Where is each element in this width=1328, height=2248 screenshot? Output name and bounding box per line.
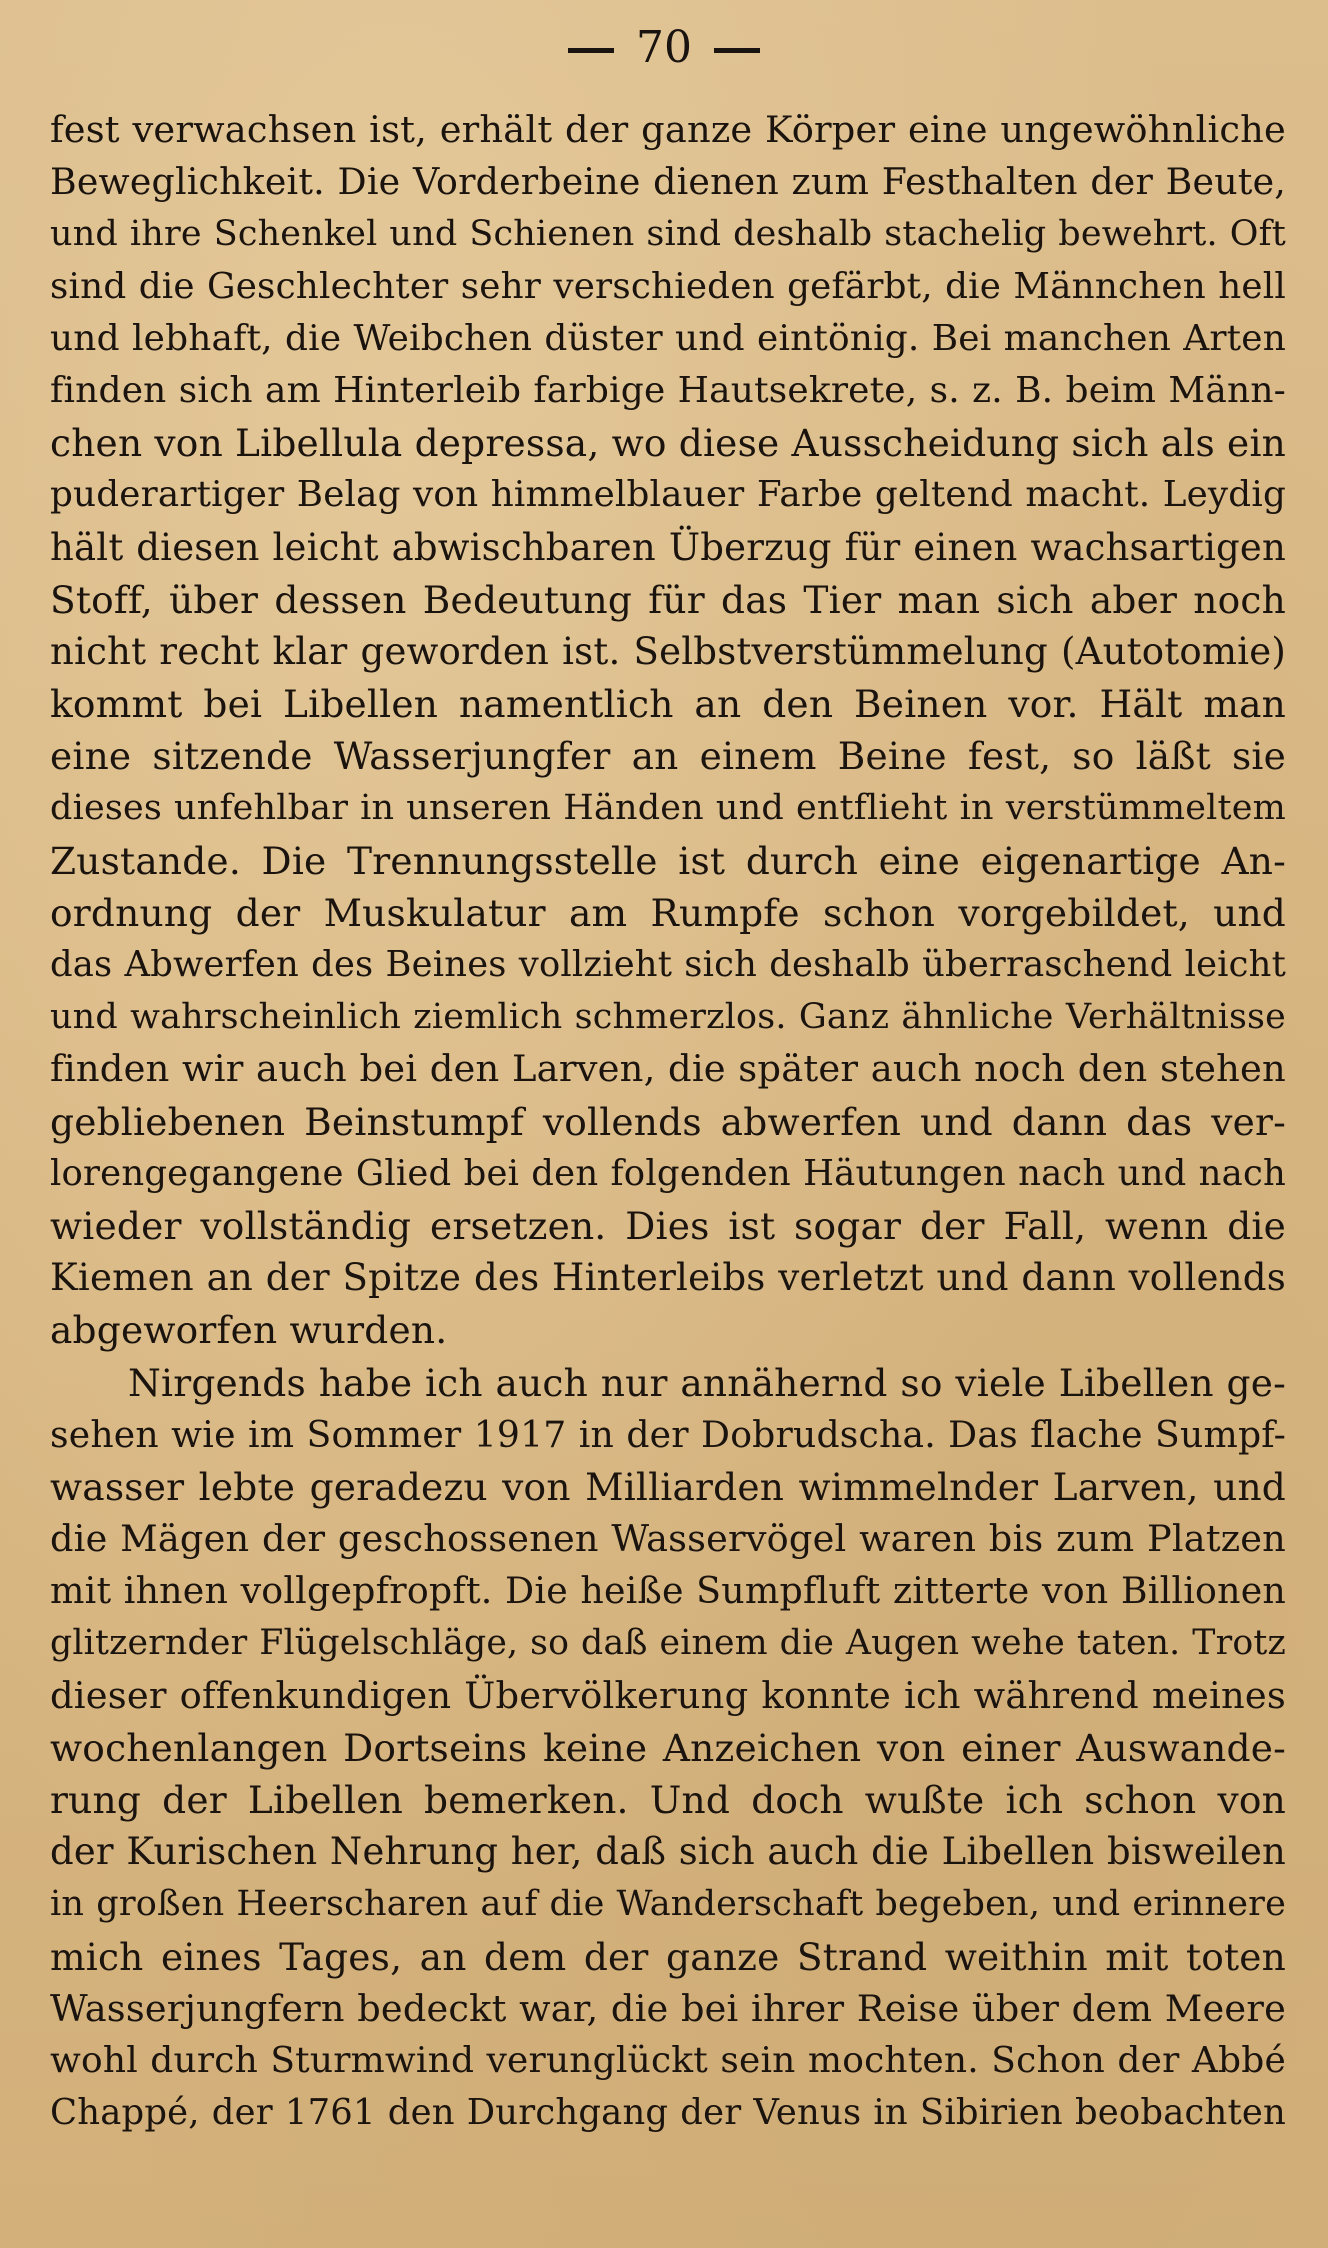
text-line: lorengegangene Glied bei den folgenden Häutungen nach und nach: [50, 1152, 1286, 1194]
text-line: Beweglichkeit. Die Vorderbeine dienen zum Festhalten der Beute,: [50, 160, 1286, 204]
text-line: rung der Libellen bemerken. Und doch wußte ich schon von: [50, 1778, 1286, 1822]
text-line: der Kurischen Nehrung her, daß sich auch die Libellen bisweilen: [50, 1830, 1286, 1874]
page-header: [0, 18, 1328, 78]
text-line: nicht recht klar geworden ist. Selbstverstümmelung (Autotomie): [50, 629, 1286, 673]
text-line: Stoff, über dessen Bedeutung für das Tier man sich aber noch: [50, 577, 1286, 622]
text-line: finden sich am Hinterleib farbige Hautsekrete, s. z. B. beim Männ-: [50, 369, 1286, 411]
text-line: und wahrscheinlich ziemlich schmerzlos. Ganz ähnliche Verhältnisse: [50, 997, 1286, 1038]
text-line: gebliebenen Beinstumpf vollends abwerfen und dann das ver-: [50, 1099, 1286, 1144]
text-line: Wasserjungfern bedeckt war, die bei ihrer Reise über dem Meere: [50, 1986, 1286, 2030]
text-line: wasser lebte geradezu von Milliarden wimmelnder Larven, und: [50, 1464, 1286, 1509]
text-line: Chappé, der 1761 den Durchgang der Venus in Sibirien beobachten: [50, 2092, 1286, 2134]
text-line: dieses unfehlbar in unseren Händen und entflieht in verstümmeltem: [50, 788, 1286, 829]
text-line: mit ihnen vollgepfropft. Die heiße Sumpfluft zitterte von Billionen: [50, 1569, 1286, 1613]
text-line: ordnung der Muskulatur am Rumpfe schon vorgebildet, und: [50, 890, 1286, 935]
text-line: sind die Geschlechter sehr verschieden gefärbt, die Männchen hell: [50, 265, 1286, 307]
left-dash: [568, 48, 614, 53]
text-line: und lebhaft, die Weibchen düster und eintönig. Bei manchen Arten: [50, 317, 1286, 359]
text-line: eine sitzende Wasserjungfer an einem Beine fest, so läßt sie: [50, 734, 1286, 779]
right-dash: [714, 48, 760, 53]
text-line: glitzernder Flügelschläge, so daß einem die Augen wehe taten. Trotz: [50, 1623, 1286, 1664]
text-line: das Abwerfen des Beines vollzieht sich deshalb überraschend leicht: [50, 944, 1286, 985]
text-line: wochenlangen Dortseins keine Anzeichen von einer Auswande-: [50, 1725, 1286, 1770]
page-number: 70: [636, 22, 692, 73]
text-line: finden wir auch bei den Larven, die später auch noch den stehen: [50, 1047, 1286, 1091]
text-line: wohl durch Sturmwind verunglückt sein mochten. Schon der Abbé: [50, 2039, 1286, 2081]
text-line: wieder vollständig ersetzen. Dies ist sogar der Fall, wenn die: [50, 1203, 1286, 1248]
text-line: hält diesen leicht abwischbaren Überzug für einen wachsartigen: [50, 525, 1286, 569]
body-text: [50, 104, 1286, 2139]
paragraph-end-line: abgeworfen wurden.: [50, 1308, 448, 1353]
text-line: Zustande. Die Trennungsstelle ist durch eine eigenartige An-: [50, 838, 1286, 883]
text-line: die Mägen der geschossenen Wasservögel waren bis zum Platzen: [50, 1517, 1286, 1561]
text-line: mich eines Tages, an dem der ganze Strand weithin mit toten: [50, 1934, 1286, 1979]
text-line: sehen wie im Sommer 1917 in der Dobrudscha. Das flache Sumpf-: [50, 1412, 1286, 1456]
text-line: und ihre Schenkel und Schienen sind deshalb stachelig bewehrt. Oft: [50, 214, 1286, 255]
text-line: fest verwachsen ist, erhält der ganze Körper eine ungewöhnliche: [50, 108, 1286, 151]
paragraph-start-line: Nirgends habe ich auch nur annähernd so viele Libellen ge-: [128, 1360, 1286, 1405]
text-line: kommt bei Libellen namentlich an den Beinen vor. Hält man: [50, 682, 1286, 727]
text-line: in großen Heerscharen auf die Wanderschaft begeben, und erinnere: [50, 1883, 1286, 1925]
text-line: dieser offenkundigen Übervölkerung konnte ich während meines: [50, 1673, 1286, 1717]
text-line: puderartiger Belag von himmelblauer Farbe geltend macht. Leydig: [50, 474, 1286, 516]
text-line: chen von Libellula depressa, wo diese Ausscheidung sich als ein: [50, 421, 1286, 466]
text-line: Kiemen an der Spitze des Hinterleibs verletzt und dann vollends: [50, 1256, 1286, 1300]
